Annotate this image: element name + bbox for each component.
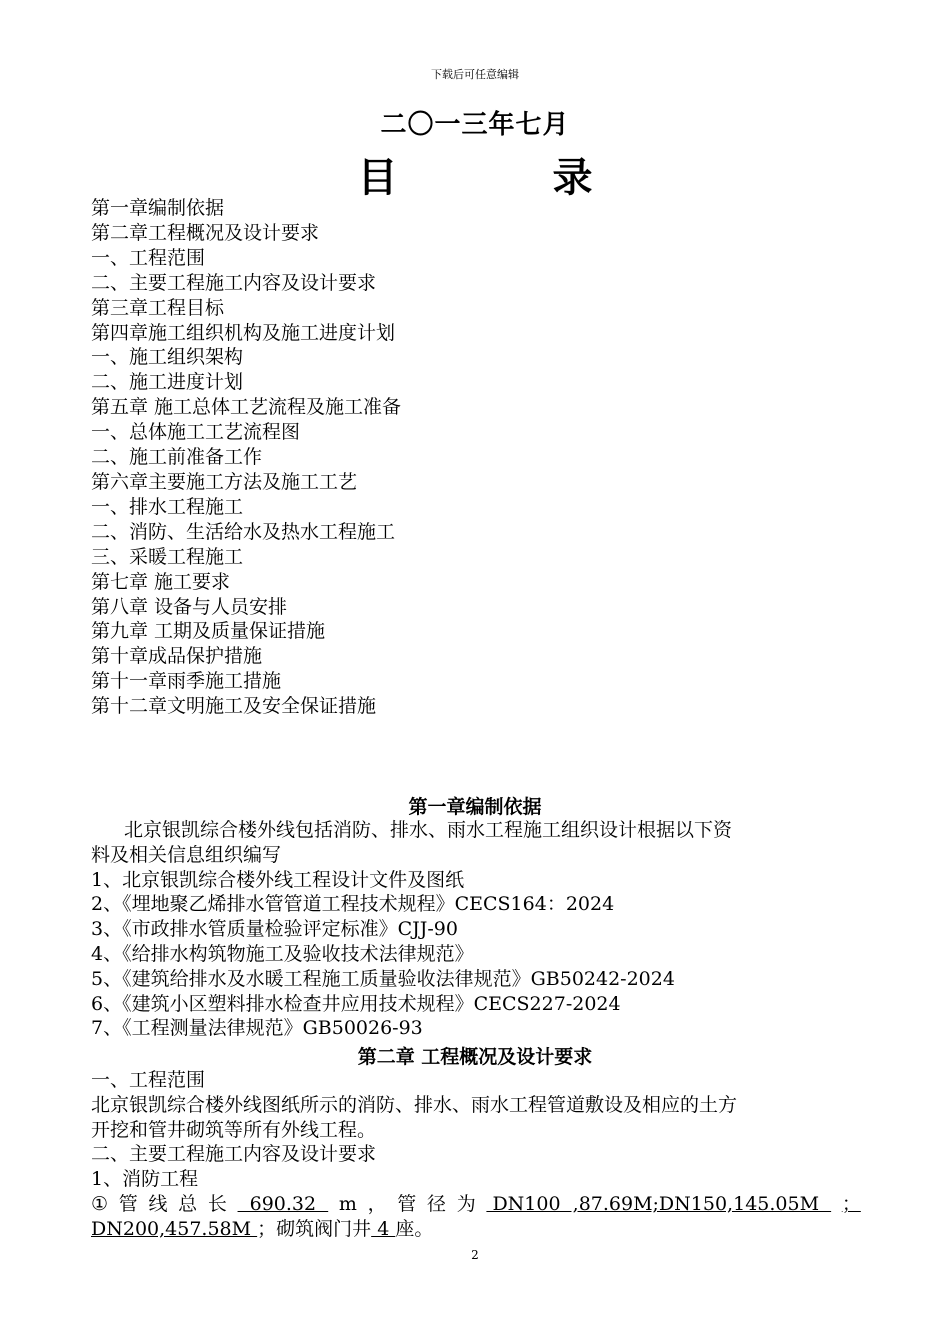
valve-well-count: 4 [371,1217,396,1240]
toc-entry: 二、主要工程施工内容及设计要求 [91,271,377,294]
text-char: 为 [456,1192,476,1215]
toc-entry: 第十二章文明施工及安全保证措施 [91,695,377,718]
toc-entry: 第十一章雨季施工措施 [91,670,282,693]
toc-entry: 第八章 设备与人员安排 [91,595,288,618]
toc-entry: 第一章编制依据 [91,197,225,219]
pipe-length-value: 690.32 [237,1192,329,1215]
chapter2-heading: 第二章 工程概况及设计要求 [357,1046,593,1068]
toc-entry: 第九章 工期及质量保证措施 [91,620,326,643]
text-char: 长 [207,1192,227,1215]
section-title: 二、主要工程施工内容及设计要求 [91,1143,377,1166]
pipe-spec-line-2 [91,1217,861,1242]
reference-item: 3、《市政排水管质量检验评定标准》CJJ-90 [91,918,458,941]
text-char: 总 [178,1192,198,1215]
text-char: 径 [427,1192,447,1215]
table-of-contents [91,196,871,719]
toc-entry: 一、总体施工工艺流程图 [91,421,301,444]
chapter1-intro-line: 料及相关信息组织编写 [91,843,282,866]
text-span: ；砌筑阀门井 [257,1217,372,1240]
page-header-note: 下载后可任意编辑 [431,68,519,81]
toc-entry: 二、施工进度计划 [91,371,244,394]
toc-entry: 第六章主要施工方法及施工工艺 [91,470,358,493]
circled-number: ① [91,1192,109,1215]
reference-item: 1、北京银凯综合楼外线工程设计文件及图纸 [91,868,465,891]
date-title: 二〇一三年七月 [380,110,570,140]
reference-item: 7、《工程测量法律规范》GB50026-93 [91,1017,423,1040]
toc-entry: 第十章成品保护措施 [91,645,263,668]
chapter1-heading: 第一章编制依据 [408,796,542,818]
toc-entry: 第四章施工组织机构及施工进度计划 [91,321,396,344]
scope-line: 开挖和管井砌筑等所有外线工程。 [91,1118,377,1141]
text-char: 管 [118,1192,138,1215]
unit-text: m [338,1192,357,1215]
reference-item: 4、《给排水构筑物施工及验收技术法律规范》 [91,942,474,965]
text-char: 管 [397,1192,417,1215]
toc-entry: 第七章 施工要求 [91,570,231,593]
toc-title [0,146,950,203]
chapter1-intro-line: 北京银凯综合楼外线包括消防、排水、雨水工程施工组织设计根据以下资 [124,819,733,841]
toc-entry: 第五章 施工总体工艺流程及施工准备 [91,396,402,419]
toc-entry: 第二章工程概况及设计要求 [91,221,320,244]
toc-entry: 三、采暖工程施工 [91,545,244,568]
toc-entry: 第三章工程目标 [91,296,225,319]
reference-item: 5、《建筑给排水及水暖工程施工质量验收法律规范》GB50242-2024 [91,967,675,990]
text-char: ； [841,1192,861,1215]
subsection-title: 1、消防工程 [91,1168,199,1191]
text-span: 座。 [395,1217,434,1240]
toc-entry: 一、施工组织架构 [91,346,244,369]
text-char: ， [367,1192,387,1215]
reference-item: 6、《建筑小区塑料排水检查井应用技术规程》CECS227-2024 [91,992,621,1015]
text-char: 线 [148,1192,168,1215]
toc-entry: 一、工程范围 [91,246,206,269]
pipe-spec-line [91,1192,861,1217]
toc-title-right: 录 [552,154,593,201]
scope-line: 北京银凯综合楼外线图纸所示的消防、排水、雨水工程管道敷设及相应的土方 [91,1093,738,1116]
pipe-diameter-value: DN200,457.58M [91,1217,258,1240]
section-title: 一、工程范围 [91,1069,206,1091]
chapter2-body [91,1068,861,1242]
page-number: 2 [471,1248,479,1262]
pipe-diameter-value: DN100 ,87.69M;DN150,145.05M [486,1192,832,1215]
reference-item: 2、《埋地聚乙烯排水管管道工程技术规程》CECS164：2024 [91,893,615,916]
toc-title-left: 目 [357,154,398,201]
toc-entry: 二、施工前准备工作 [91,446,263,469]
chapter1-body [91,818,861,1041]
toc-entry: 二、消防、生活给水及热水工程施工 [91,520,396,543]
toc-entry: 一、排水工程施工 [91,495,244,518]
